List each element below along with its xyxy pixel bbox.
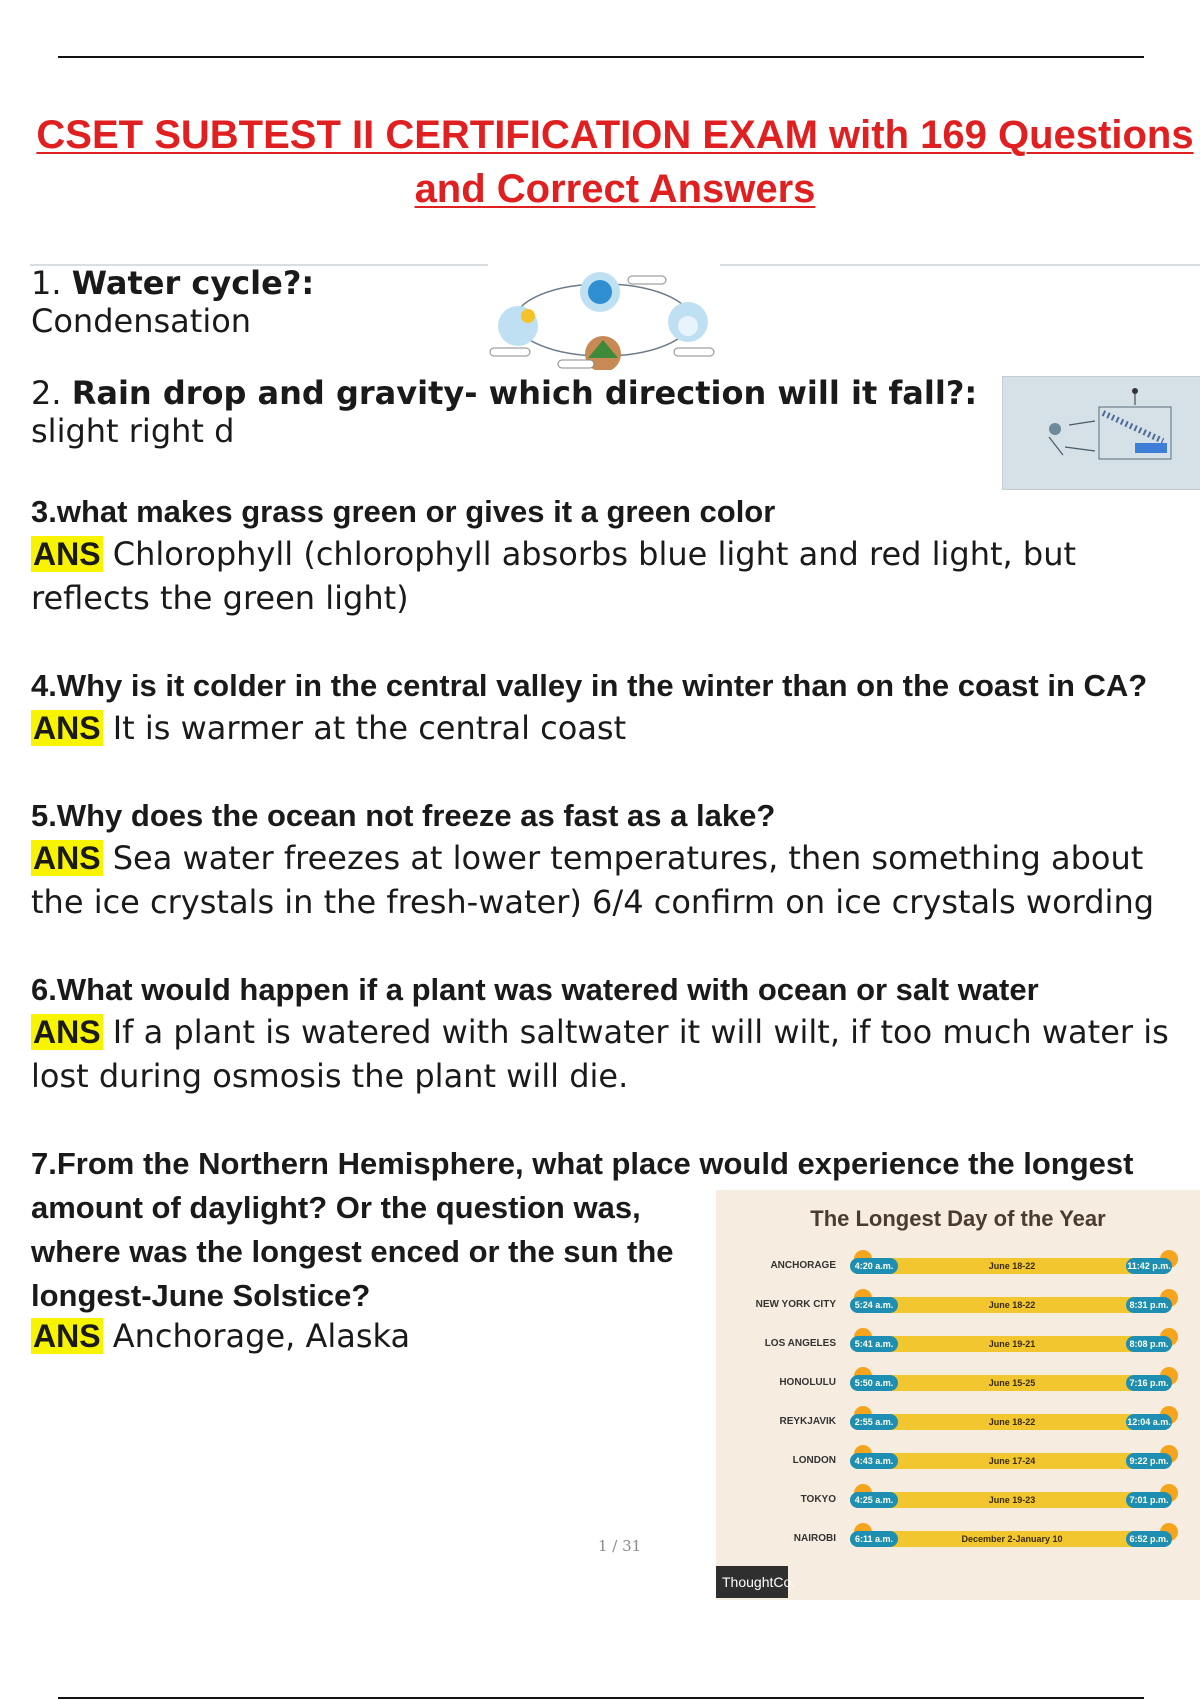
infographic-city-label: ANCHORAGE	[770, 1260, 836, 1271]
infographic-city-label: LOS ANGELES	[764, 1338, 836, 1349]
question-2: 2. Rain drop and gravity- which direction will it fall?:	[31, 374, 978, 412]
top-rule	[58, 56, 1144, 58]
answer-5-line-1: ANS Sea water freezes at lower temperatures, then something about	[33, 839, 1144, 877]
sunrise-time: 5:24 a.m.	[850, 1297, 898, 1313]
answer-6-line-2: lost during osmosis the plant will die.	[31, 1057, 629, 1095]
question-7-line-4: longest-June Solstice?	[31, 1278, 371, 1313]
sunrise-time: 6:11 a.m.	[850, 1531, 898, 1547]
infographic-title: The Longest Day of the Year	[810, 1206, 1106, 1231]
solstice-date: June 15-25	[988, 1378, 1036, 1388]
solstice-date: June 18-22	[988, 1300, 1036, 1310]
question-5-text: Why does the ocean not freeze as fast as a lake?	[56, 798, 776, 833]
question-5: 5.Why does the ocean not freeze as fast as a lake?	[31, 798, 776, 833]
question-4: 4.Why is it colder in the central valley in the winter than on the coast in CA?	[31, 668, 1148, 703]
ans-label: ANS	[33, 1318, 101, 1354]
solstice-date: December 2-January 10	[961, 1534, 1063, 1544]
sunset-time: 9:22 p.m.	[1126, 1453, 1172, 1469]
question-1-text: Water cycle?:	[71, 264, 315, 302]
question-1: 1. Water cycle?:	[31, 264, 315, 302]
sunrise-time: 4:43 a.m.	[850, 1453, 898, 1469]
title-line-2: and Correct Answers	[414, 167, 816, 211]
question-4-text: Why is it colder in the central valley in the winter than on the coast in CA?	[56, 668, 1148, 703]
sunset-time: 12:04 a.m.	[1126, 1414, 1172, 1430]
infographic-city-label: TOKYO	[800, 1494, 836, 1505]
question-7-line-1: 7.From the Northern Hemisphere, what place would experience the longest	[31, 1146, 1134, 1181]
sunset-time: 6:52 p.m.	[1126, 1531, 1172, 1547]
answer-5-line-2: the ice crystals in the fresh-water) 6/4 confirm on ice crystals wording	[31, 883, 1155, 921]
infographic-city-label: LONDON	[792, 1455, 836, 1466]
sunset-time: 7:01 p.m.	[1126, 1492, 1172, 1508]
question-7-line-3: where was the longest enced or the sun the	[31, 1234, 674, 1269]
ans-label: ANS	[33, 710, 101, 746]
ans-label: ANS	[33, 840, 101, 876]
question-3-text: what makes grass green or gives it a green color	[56, 494, 776, 529]
longest-day-infographic	[716, 1190, 1200, 1600]
infographic-city-label: HONOLULU	[779, 1377, 836, 1388]
infographic-city-label: NAIROBI	[793, 1533, 836, 1544]
sunrise-time: 4:25 a.m.	[850, 1492, 898, 1508]
answer-4: ANS It is warmer at the central coast	[33, 709, 627, 747]
sunset-time: 7:16 p.m.	[1126, 1375, 1172, 1391]
raindrop-diagram-photo	[1002, 376, 1200, 490]
answer-7: ANS Anchorage, Alaska	[33, 1317, 411, 1355]
question-6-text: What would happen if a plant was watered with ocean or salt water	[56, 972, 1039, 1007]
sunset-time: 11:42 p.m.	[1126, 1258, 1172, 1274]
sunrise-time: 2:55 a.m.	[850, 1414, 898, 1430]
question-3: 3.what makes grass green or gives it a green color	[31, 494, 776, 529]
title-line-1: CSET SUBTEST II CERTIFICATION EXAM with 169 Questions	[36, 113, 1194, 157]
sunset-time: 8:31 p.m.	[1126, 1297, 1172, 1313]
sunrise-time: 5:41 a.m.	[850, 1336, 898, 1352]
answer-2: slight right d	[31, 412, 235, 450]
answer-3-line-2: reflects the green light)	[31, 579, 409, 617]
question-6: 6.What would happen if a plant was watered with ocean or salt water	[31, 972, 1039, 1007]
answer-3-line-1: ANS Chlorophyll (chlorophyll absorbs blue light and red light, but	[33, 535, 1077, 573]
section-divider-right	[720, 264, 1200, 266]
sunset-time: 8:08 p.m.	[1126, 1336, 1172, 1352]
water-cycle-diagram	[488, 270, 718, 370]
page-number: 1 / 31	[598, 1537, 642, 1555]
ans-label: ANS	[33, 1014, 101, 1050]
question-7-line-2: amount of daylight? Or the question was,	[31, 1190, 641, 1225]
bottom-rule	[58, 1697, 1144, 1699]
document-title	[30, 108, 1200, 216]
ans-label: ANS	[33, 536, 101, 572]
thoughtco-logo: ThoughtCo.	[716, 1566, 788, 1598]
solstice-date: June 18-22	[988, 1261, 1036, 1271]
answer-1: Condensation	[31, 302, 252, 340]
solstice-date: June 18-22	[988, 1417, 1036, 1427]
infographic-city-label: NEW YORK CITY	[755, 1299, 836, 1310]
solstice-date: June 17-24	[988, 1456, 1036, 1466]
answer-6-line-1: ANS If a plant is watered with saltwater it will wilt, if too much water is	[33, 1013, 1169, 1051]
infographic-city-label: REYKJAVIK	[779, 1416, 836, 1427]
question-2-text: Rain drop and gravity- which direction will it fall?:	[71, 374, 978, 412]
solstice-date: June 19-21	[988, 1339, 1036, 1349]
solstice-date: June 19-23	[988, 1495, 1036, 1505]
sunrise-time: 4:20 a.m.	[850, 1258, 898, 1274]
sunrise-time: 5:50 a.m.	[850, 1375, 898, 1391]
